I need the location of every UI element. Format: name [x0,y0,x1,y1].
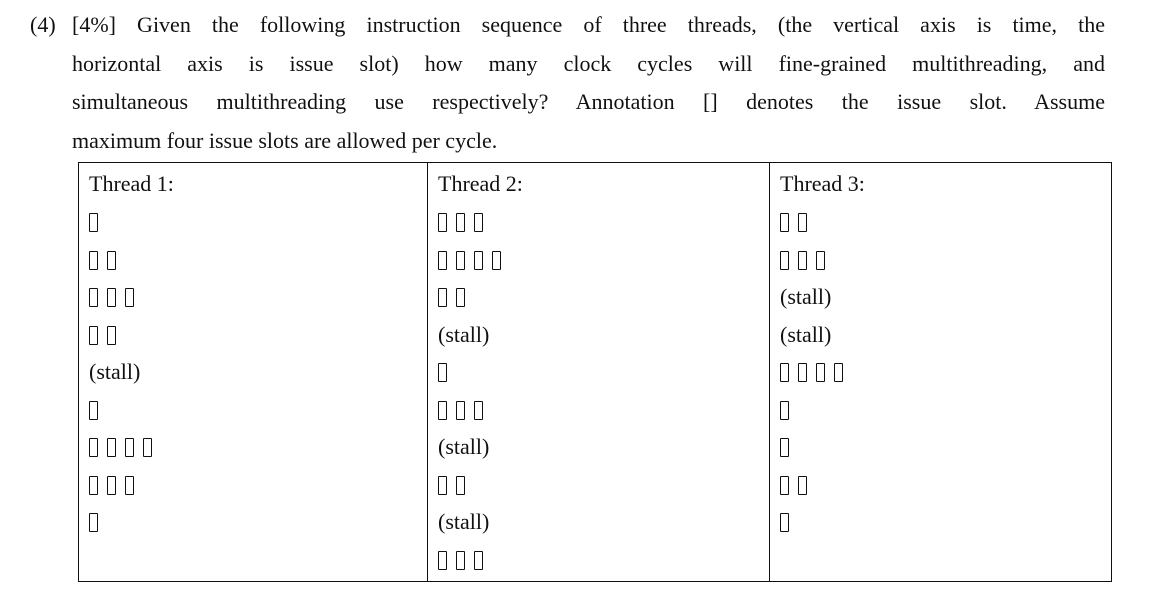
issue-slot [816,363,825,382]
issue-slot [456,251,465,270]
issue-slot [107,438,116,457]
thread-3-cycle-row [780,395,1111,433]
thread-2-cycle-row [438,207,769,245]
issue-slot [143,438,152,457]
thread-2-cycle-row [438,320,769,358]
stall-label: (stall) [438,509,490,534]
thread-2-rows [438,207,769,582]
issue-slot [438,251,447,270]
thread-2-cycle-row [438,432,769,470]
issue-slot [780,401,789,420]
thread-1-cycle-row [89,507,427,545]
thread-3-rows [780,207,1111,545]
stall-label: (stall) [89,359,141,384]
issue-slot [780,476,789,495]
issue-slot [107,251,116,270]
issue-slot [89,513,98,532]
thread-2-cycle-row [438,507,769,545]
issue-slot [438,551,447,570]
issue-slot [456,476,465,495]
issue-slot [89,401,98,420]
thread-1-cycle-row [89,470,427,508]
issue-slot [438,476,447,495]
issue-slot [107,326,116,345]
question-text-line-1: [4%] Given the following instruction sequence of three threads, (the vertical axis is time, the [72,12,1105,37]
stall-label: (stall) [780,284,832,309]
question-line-1 [30,6,1105,45]
issue-slot [456,401,465,420]
thread-3-column [769,163,1111,581]
thread-1-cycle-row [89,207,427,245]
issue-slot [798,476,807,495]
issue-slot [780,513,789,532]
thread-1-cycle-row [89,320,427,358]
question-number: (4) [30,12,56,37]
issue-slot [89,438,98,457]
thread-3-cycle-row [780,245,1111,283]
thread-2-cycle-row [438,357,769,395]
issue-slot [89,476,98,495]
thread-2-cycle-row [438,282,769,320]
issue-slot [89,326,98,345]
issue-slot [816,251,825,270]
question-block [30,6,1105,160]
issue-slot [798,251,807,270]
thread-1-cycle-row [89,432,427,470]
thread-2-cycle-row [438,245,769,283]
thread-2-cycle-row [438,470,769,508]
thread-2-cycle-row [438,395,769,433]
issue-slot [125,476,134,495]
thread-1-column [79,163,427,581]
question-text-line-4: maximum four issue slots are allowed per cycle. [72,127,498,153]
thread-3-cycle-row [780,282,1111,320]
issue-slot [780,213,789,232]
issue-slot [474,251,483,270]
issue-slot [89,288,98,307]
issue-slot [834,363,843,382]
thread-3-cycle-row [780,357,1111,395]
thread-3-cycle-row [780,207,1111,245]
thread-2-cycle-row [438,545,769,583]
issue-slot [456,551,465,570]
issue-slot [780,251,789,270]
issue-slot [798,363,807,382]
stall-label: (stall) [438,321,490,347]
thread-table [78,162,1112,582]
thread-3-header: Thread 3: [780,171,865,196]
thread-3-cycle-row [780,470,1111,508]
thread-3-cycle-row [780,432,1111,470]
issue-slot [438,401,447,420]
issue-slot [798,213,807,232]
question-text-line-3: simultaneous multithreading use respectively? Annotation [] denotes the issue slot. Assume [72,89,1105,114]
issue-slot [107,476,116,495]
thread-1-cycle-row [89,282,427,320]
thread-3-cycle-row [780,507,1111,545]
issue-slot [438,213,447,232]
thread-1-cycle-row [89,245,427,283]
issue-slot [474,401,483,420]
thread-1-cycle-row [89,395,427,433]
question-text-line-2: horizontal axis is issue slot) how many clock cycles will fine-grained multithreading, and [72,50,1105,76]
stall-label: (stall) [438,434,490,459]
issue-slot [456,288,465,307]
issue-slot [125,288,134,307]
thread-3-cycle-row [780,320,1111,358]
thread-2-column [427,163,769,581]
issue-slot [474,213,483,232]
issue-slot [780,438,789,457]
issue-slot [107,288,116,307]
issue-slot [89,213,98,232]
issue-slot [492,251,501,270]
issue-slot [780,363,789,382]
issue-slot [438,363,447,382]
issue-slot [89,251,98,270]
issue-slot [438,288,447,307]
thread-1-rows [89,207,427,545]
thread-2-header: Thread 2: [438,171,523,196]
thread-1-header: Thread 1: [89,171,174,196]
issue-slot [474,551,483,570]
issue-slot [456,213,465,232]
stall-label: (stall) [780,321,832,347]
thread-1-cycle-row [89,357,427,395]
issue-slot [125,438,134,457]
